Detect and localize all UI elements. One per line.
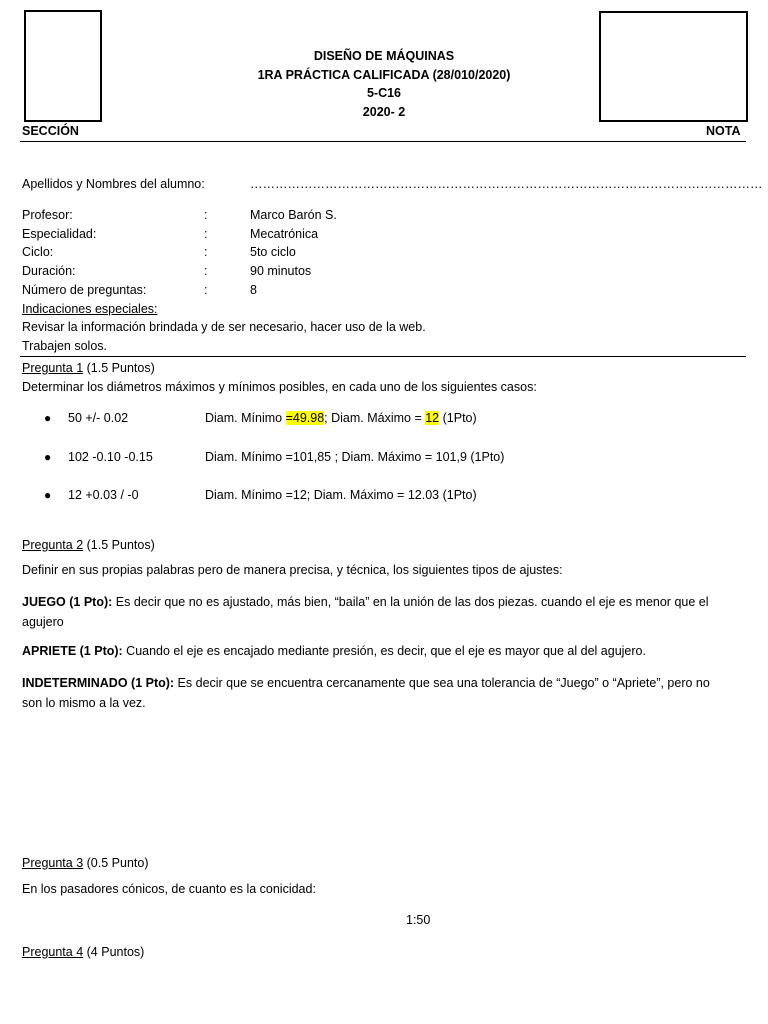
q2-apriete xyxy=(22,641,722,661)
info-label: Profesor: xyxy=(22,208,73,222)
q4-title: Pregunta 4 xyxy=(22,945,84,959)
q3-answer: 1:50 xyxy=(406,913,431,927)
q1-case: 12 +0.03 / -0 xyxy=(68,488,139,502)
q4-points: (4 Puntos) xyxy=(83,945,145,959)
exam-code: 5-C16 xyxy=(366,86,402,100)
header-rule xyxy=(20,141,746,142)
q2-apriete-text: Cuando el eje es encajado mediante presión, es decir, que el eje es mayor que al del agujero. xyxy=(122,644,646,658)
q1-points: (1.5 Puntos) xyxy=(83,361,155,375)
info-separator: : xyxy=(204,208,208,222)
q2-apriete-label: APRIETE (1 Pto): xyxy=(22,644,123,658)
q1-answer-pre: Diam. Mínimo xyxy=(205,411,286,425)
q2-title: Pregunta 2 xyxy=(22,538,84,552)
indications-line-2: Trabajen solos. xyxy=(22,339,107,353)
q3-prompt: En los pasadores cónicos, de cuanto es la conicidad: xyxy=(22,882,316,896)
q2-juego-text: Es decir que no es ajustado, más bien, “baila” en la unión de las dos piezas. cuando el eje es menor que el agujero xyxy=(22,595,709,629)
info-label: Número de preguntas: xyxy=(22,283,147,297)
q1-prompt: Determinar los diámetros máximos y mínimos posibles, en cada uno de los siguientes casos: xyxy=(22,380,537,394)
info-value: Marco Barón S. xyxy=(250,208,337,222)
bullet-icon: ● xyxy=(44,488,52,502)
student-name-field[interactable]: …………………………………………………………………………………………………………… xyxy=(250,177,763,191)
info-separator: : xyxy=(204,264,208,278)
student-name-label: Apellidos y Nombres del alumno: xyxy=(22,177,205,191)
q3-title: Pregunta 3 xyxy=(22,856,84,870)
q2-heading xyxy=(22,538,155,552)
q1-min-value: =49.98 xyxy=(285,411,325,425)
info-value: 90 minutos xyxy=(250,264,312,278)
info-label: Duración: xyxy=(22,264,76,278)
indications-title: Indicaciones especiales: xyxy=(22,302,158,316)
info-separator: : xyxy=(204,245,208,259)
q4-heading xyxy=(22,945,144,959)
q2-indeterminado xyxy=(22,673,722,713)
q1-title: Pregunta 1 xyxy=(22,361,84,375)
info-rule xyxy=(20,356,746,357)
q2-indet-label: INDETERMINADO (1 Pto): xyxy=(22,676,175,690)
section-label: SECCIÓN xyxy=(22,124,79,138)
q2-juego xyxy=(22,592,722,632)
course-title: DISEÑO DE MÁQUINAS xyxy=(313,49,455,63)
grade-box xyxy=(599,11,748,122)
q2-indet-text: Es decir que se encuentra cercanamente que sea una tolerancia de “Juego” o “Apriete”, pero no son lo mismo a la vez. xyxy=(22,676,710,710)
q1-answer: Diam. Mínimo =101,85 ; Diam. Máximo = 101,9 (1Pto) xyxy=(205,450,505,464)
q1-score: (1Pto) xyxy=(439,411,477,425)
bullet-icon: ● xyxy=(44,411,52,425)
q2-prompt: Definir en sus propias palabras pero de manera precisa, y técnica, los siguientes tipos de ajustes: xyxy=(22,563,563,577)
q1-case: 50 +/- 0.02 xyxy=(68,411,129,425)
q1-answer xyxy=(205,411,477,425)
q1-answer: Diam. Mínimo =12; Diam. Máximo = 12.03 (1Pto) xyxy=(205,488,477,502)
bullet-icon: ● xyxy=(44,450,52,464)
grade-label: NOTA xyxy=(706,124,741,138)
info-value: Mecatrónica xyxy=(250,227,319,241)
q1-case: 102 -0.10 -0.15 xyxy=(68,450,153,464)
q1-heading xyxy=(22,361,155,375)
exam-term: 2020- 2 xyxy=(362,105,406,119)
q1-max-value: 12 xyxy=(425,411,440,425)
section-box xyxy=(24,10,102,122)
info-value: 5to ciclo xyxy=(250,245,296,259)
q1-answer-mid: ; Diam. Máximo = xyxy=(324,411,426,425)
info-label: Ciclo: xyxy=(22,245,54,259)
info-separator: : xyxy=(204,283,208,297)
q2-juego-label: JUEGO (1 Pto): xyxy=(22,595,113,609)
q3-heading xyxy=(22,856,149,870)
info-value: 8 xyxy=(250,283,257,297)
q3-points: (0.5 Punto) xyxy=(83,856,149,870)
info-label: Especialidad: xyxy=(22,227,97,241)
q2-points: (1.5 Puntos) xyxy=(83,538,155,552)
exam-title: 1RA PRÁCTICA CALIFICADA (28/010/2020) xyxy=(257,68,511,82)
indications-line-1: Revisar la información brindada y de ser necesario, hacer uso de la web. xyxy=(22,320,426,334)
info-separator: : xyxy=(204,227,208,241)
